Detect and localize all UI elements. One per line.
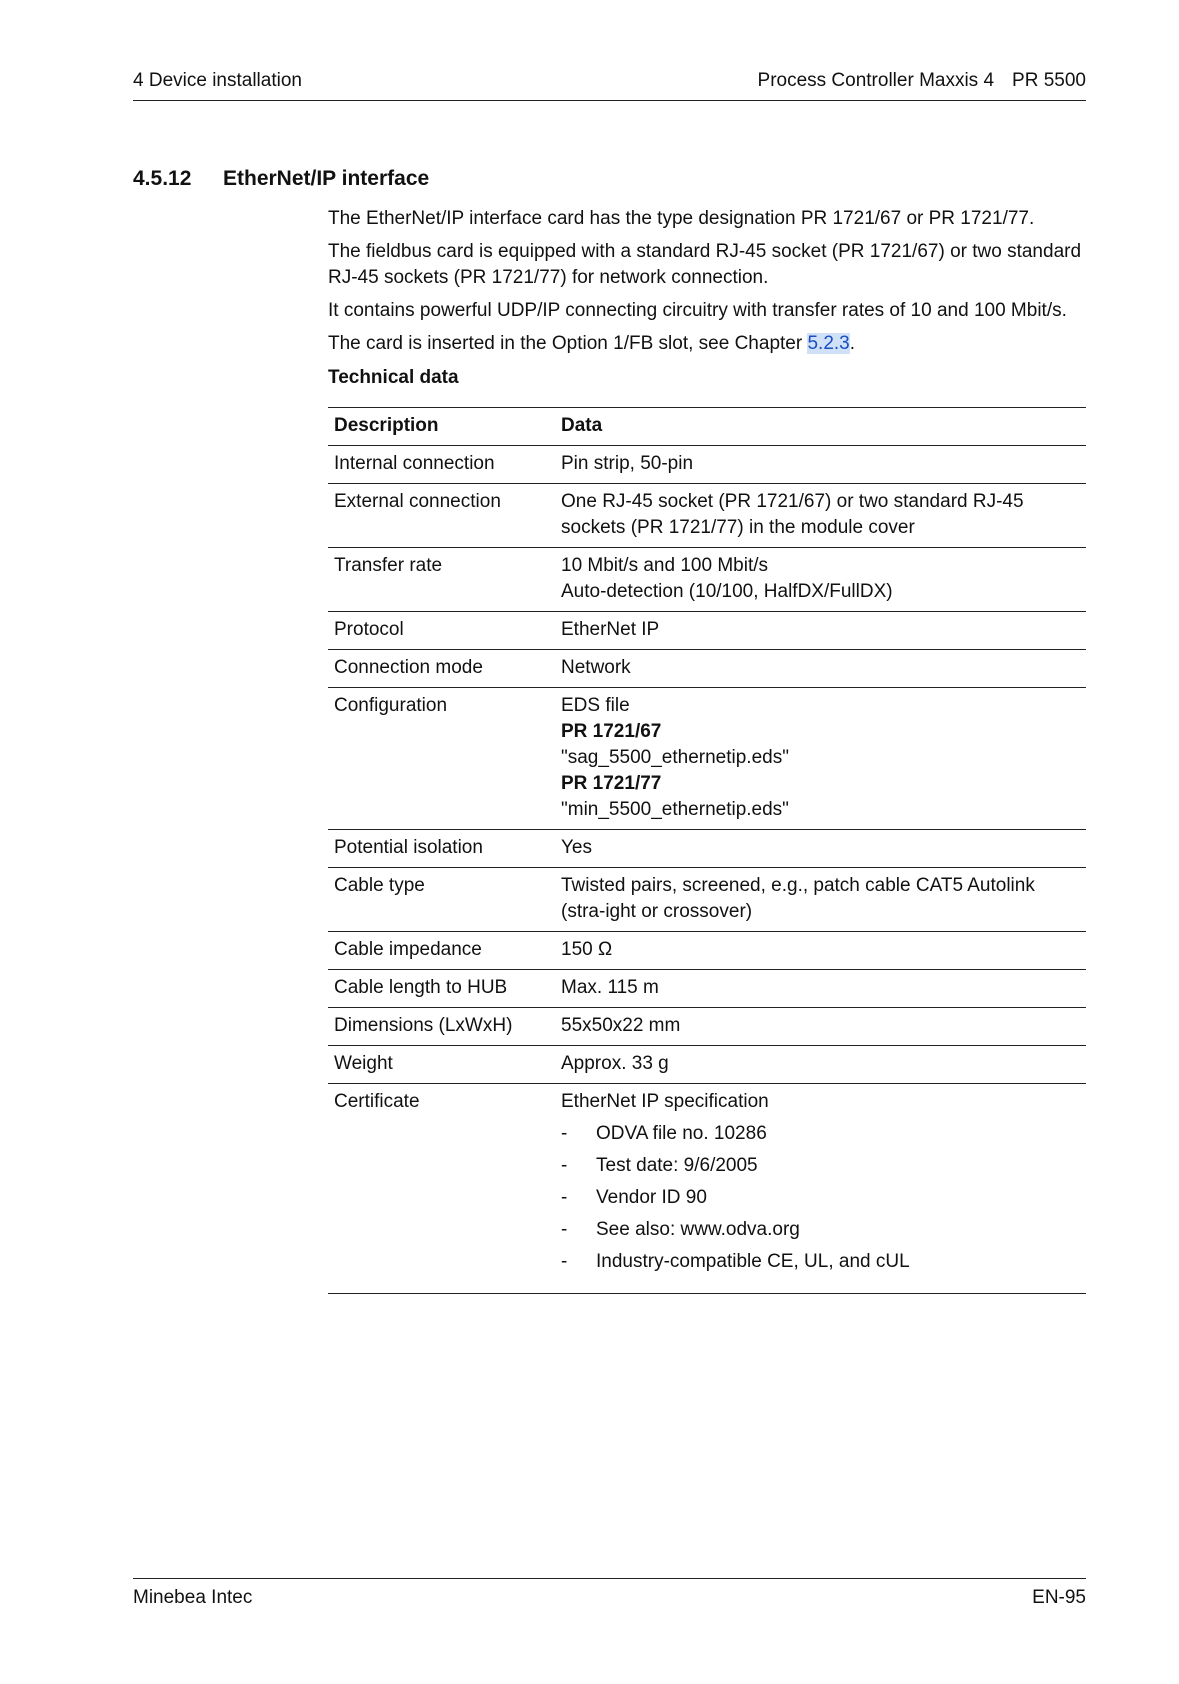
- list-item: [561, 1121, 1080, 1147]
- row-data: One RJ-45 socket (PR 1721/67) or two standard RJ-45 sockets (PR 1721/77) in the module cover: [561, 491, 1024, 538]
- slot-text: The card is inserted in the Option 1/FB slot, see Chapter: [328, 333, 808, 354]
- data-line: EDS file: [561, 695, 630, 716]
- dash-bullet: -: [561, 1155, 568, 1176]
- section-title: EtherNet/IP interface: [223, 167, 430, 190]
- section-heading: [133, 167, 429, 191]
- list-item: [561, 1185, 1080, 1211]
- row-description: Transfer rate: [334, 555, 443, 576]
- row-description: Cable impedance: [334, 939, 482, 960]
- data-line: 10 Mbit/s and 100 Mbit/s: [561, 555, 768, 576]
- table-row: [328, 688, 1086, 830]
- row-data: [555, 688, 1086, 830]
- row-data: [555, 548, 1086, 612]
- slot-text-end: .: [849, 333, 856, 354]
- row-description: Protocol: [334, 619, 404, 640]
- dash-bullet: -: [561, 1219, 568, 1240]
- list-item-text: Vendor ID 90: [596, 1187, 707, 1208]
- model-label: PR 1721/77: [561, 773, 662, 794]
- row-description: Configuration: [334, 695, 448, 716]
- row-data: Max. 115 m: [561, 977, 659, 998]
- section-number: 4.5.12: [133, 167, 192, 190]
- table-row: [328, 1046, 1086, 1084]
- table-row: [328, 868, 1086, 932]
- row-data: Twisted pairs, screened, e.g., patch cable CAT5 Autolink (stra-ight or crossover): [561, 875, 1035, 922]
- table-row: [328, 612, 1086, 650]
- row-description: Dimensions (LxWxH): [334, 1015, 513, 1036]
- data-line: EtherNet IP specification: [561, 1091, 769, 1112]
- data-line: Auto-detection (10/100, HalfDX/FullDX): [561, 581, 893, 602]
- dash-bullet: -: [561, 1123, 568, 1144]
- certificate-list: [561, 1121, 1080, 1275]
- row-description: Weight: [334, 1053, 393, 1074]
- list-item-text: Test date: 9/6/2005: [596, 1155, 758, 1176]
- table-row: [328, 970, 1086, 1008]
- list-item-text: Industry-compatible CE, UL, and cUL: [596, 1251, 910, 1272]
- table-row: [328, 1084, 1086, 1294]
- row-data: 55x50x22 mm: [561, 1015, 681, 1036]
- row-description: Cable length to HUB: [334, 977, 508, 998]
- row-data: Pin strip, 50-pin: [561, 453, 694, 474]
- footer-page-number: EN-95: [1032, 1587, 1086, 1608]
- row-data: Approx. 33 g: [561, 1053, 669, 1074]
- eds-filename: "min_5500_ethernetip.eds": [561, 799, 789, 820]
- dash-bullet: -: [561, 1251, 568, 1272]
- paragraph-transfer-rates: It contains powerful UDP/IP connecting circuitry with transfer rates of 10 and 100 Mbit/s.: [328, 300, 1067, 321]
- list-item-text: ODVA file no. 10286: [596, 1123, 767, 1144]
- footer-company: Minebea Intec: [133, 1587, 253, 1608]
- body-content: [328, 206, 1086, 1294]
- header-product-title: Process Controller Maxxis 4: [757, 70, 995, 91]
- row-data: [555, 1084, 1086, 1294]
- model-label: PR 1721/67: [561, 721, 662, 742]
- page-footer: [133, 1578, 1086, 1609]
- table-row: [328, 446, 1086, 484]
- row-description: Potential isolation: [334, 837, 483, 858]
- row-data: Network: [561, 657, 631, 678]
- table-row: [328, 830, 1086, 868]
- page-header: [133, 70, 1086, 101]
- row-description: Connection mode: [334, 657, 483, 678]
- row-description: Internal connection: [334, 453, 495, 474]
- paragraph-type-designation: The EtherNet/IP interface card has the type designation PR 1721/67 or PR 1721/77.: [328, 208, 1035, 229]
- table-row: [328, 548, 1086, 612]
- header-product-model: PR 5500: [1012, 70, 1086, 91]
- row-data: 150 Ω: [561, 939, 613, 960]
- row-description: External connection: [334, 491, 501, 512]
- list-item: [561, 1153, 1080, 1179]
- row-description: Cable type: [334, 875, 425, 896]
- column-header-data: Data: [561, 415, 603, 436]
- header-chapter: 4 Device installation: [133, 70, 302, 91]
- table-row: [328, 650, 1086, 688]
- dash-bullet: -: [561, 1187, 568, 1208]
- list-item-text: See also: www.odva.org: [596, 1219, 800, 1240]
- eds-filename: "sag_5500_ethernetip.eds": [561, 747, 789, 768]
- column-header-description: Description: [334, 415, 439, 436]
- table-header-row: [328, 408, 1086, 446]
- table-row: [328, 1008, 1086, 1046]
- technical-data-title: Technical data: [328, 367, 459, 388]
- row-data: EtherNet IP: [561, 619, 660, 640]
- list-item: [561, 1249, 1080, 1275]
- paragraph-slot: [328, 331, 1086, 357]
- row-description: Certificate: [334, 1091, 420, 1112]
- table-row: [328, 484, 1086, 548]
- paragraph-sockets: The fieldbus card is equipped with a standard RJ-45 socket (PR 1721/67) or two standard RJ-45 sockets (PR 1721/77) for network connection.: [328, 241, 1082, 288]
- header-product: [758, 70, 1086, 92]
- chapter-link[interactable]: 5.2.3: [807, 333, 850, 354]
- technical-data-table: [328, 407, 1086, 1294]
- list-item: [561, 1217, 1080, 1243]
- table-row: [328, 932, 1086, 970]
- row-data: Yes: [561, 837, 592, 858]
